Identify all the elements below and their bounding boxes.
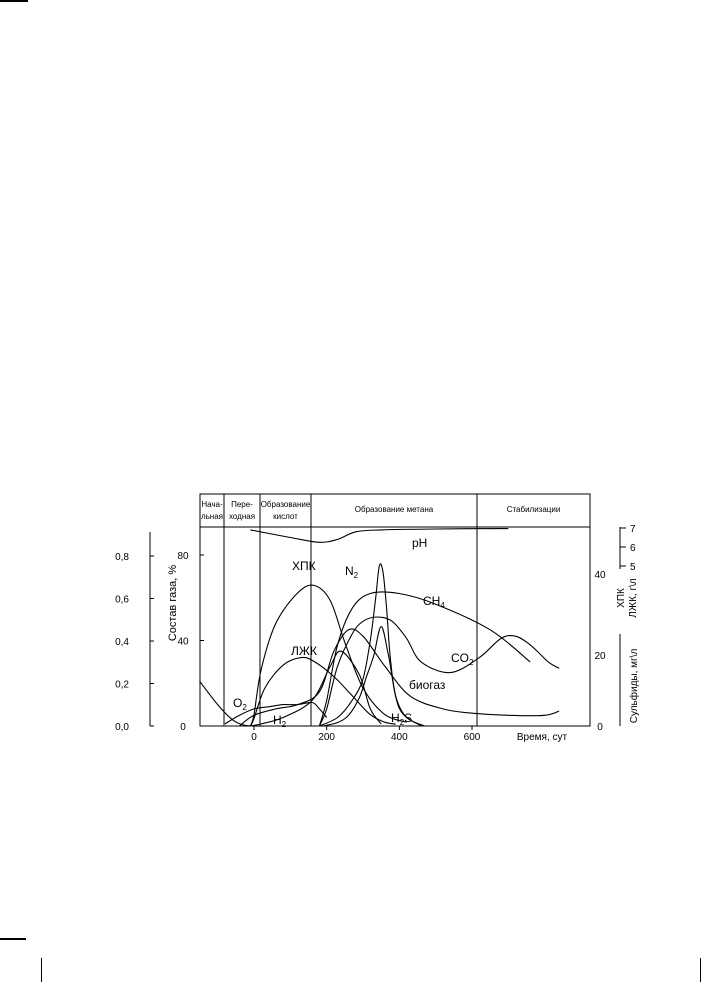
x-tick-label: 600	[463, 732, 481, 743]
ph-tick-label: 7	[630, 524, 636, 535]
phase-label	[261, 500, 311, 521]
series-label-CH4	[423, 594, 445, 610]
series-label-H2	[273, 713, 287, 729]
sulfides-tick-label: 0	[597, 722, 603, 733]
curve-ХПК	[250, 585, 406, 726]
series-label-subscript: 2	[469, 658, 474, 667]
phase-labels	[201, 500, 560, 521]
phase-label-line: льная	[200, 512, 224, 521]
series-label-text: ХПК	[292, 559, 316, 573]
x-axis-label: Время, сут	[516, 732, 568, 743]
series-label-ХПК	[292, 559, 316, 573]
series-label-subscript: 2	[353, 571, 359, 580]
series-label-text: CH	[423, 594, 441, 608]
series-label-subscript: 2	[281, 720, 287, 729]
fraction-tick-label: 0,4	[115, 637, 129, 648]
series-label-биогаз	[409, 678, 446, 692]
series-label-ЛЖК	[291, 644, 317, 658]
series-label-subscript: 4	[440, 601, 445, 610]
x-tick-label: 0	[251, 732, 257, 743]
fraction-tick-label: 0,0	[115, 722, 129, 733]
ph-tick-label: 6	[630, 543, 636, 554]
series-label-subscript: 2	[399, 718, 405, 727]
phase-label-line: Стабилизации	[506, 505, 561, 514]
series-label-text: CO	[451, 651, 469, 665]
sulfides-axis-label: Сульфиды, мг\л	[629, 648, 640, 724]
phase-label-line: Образование метана	[354, 505, 434, 514]
series-label-pH	[412, 536, 427, 550]
curve-pH	[250, 529, 508, 543]
series-label-O2	[233, 696, 247, 712]
phase-label	[507, 505, 561, 514]
gas-tick-label: 0	[180, 722, 186, 733]
series-label-H2S	[391, 711, 412, 727]
cod-tick-label: 40	[594, 570, 606, 581]
x-tick-label: 400	[390, 732, 408, 743]
sulfides-tick-label: 20	[594, 651, 606, 662]
cod-vfa-axis-label-line: ХПК	[616, 588, 627, 608]
series-label-text: ЛЖК	[291, 644, 317, 658]
fraction-tick-label: 0,8	[115, 552, 129, 563]
phase-label	[201, 500, 223, 521]
gas-axis-label: Состав газа, %	[167, 564, 179, 642]
phase-label-line: кислот	[273, 512, 298, 521]
series-label-text: O	[233, 696, 243, 710]
phase-label-line: ходная	[228, 512, 256, 521]
ph-tick-label: 5	[630, 562, 636, 573]
phase-label	[229, 500, 255, 521]
series-label-N2	[345, 564, 359, 580]
x-tick-label: 200	[318, 732, 336, 743]
phase-label	[355, 505, 434, 514]
phase-label-line: Пере-	[231, 500, 253, 509]
series-label-text: биогаз	[409, 678, 446, 692]
cod-vfa-axis-label	[616, 578, 639, 618]
series-label-text: H	[273, 713, 282, 727]
series-label-text: N	[345, 564, 354, 578]
fraction-tick-label: 0,2	[115, 679, 129, 691]
phase-label-line: Образование	[260, 500, 311, 509]
series-label-text: pH	[412, 536, 428, 550]
chart-curves	[200, 529, 560, 726]
cod-vfa-axis-label-line: ЛЖК, г\л	[628, 578, 639, 618]
fraction-tick-label: 0,6	[115, 594, 129, 606]
gas-tick-label: 40	[177, 636, 189, 648]
series-label-tail: S	[404, 711, 413, 725]
gas-tick-label: 80	[177, 551, 189, 562]
phase-label-line: Нача-	[201, 500, 223, 509]
chart-axes	[115, 524, 640, 743]
series-label-CO2	[451, 651, 474, 667]
series-label-text: H	[391, 711, 400, 725]
series-label-subscript: 2	[242, 703, 247, 712]
